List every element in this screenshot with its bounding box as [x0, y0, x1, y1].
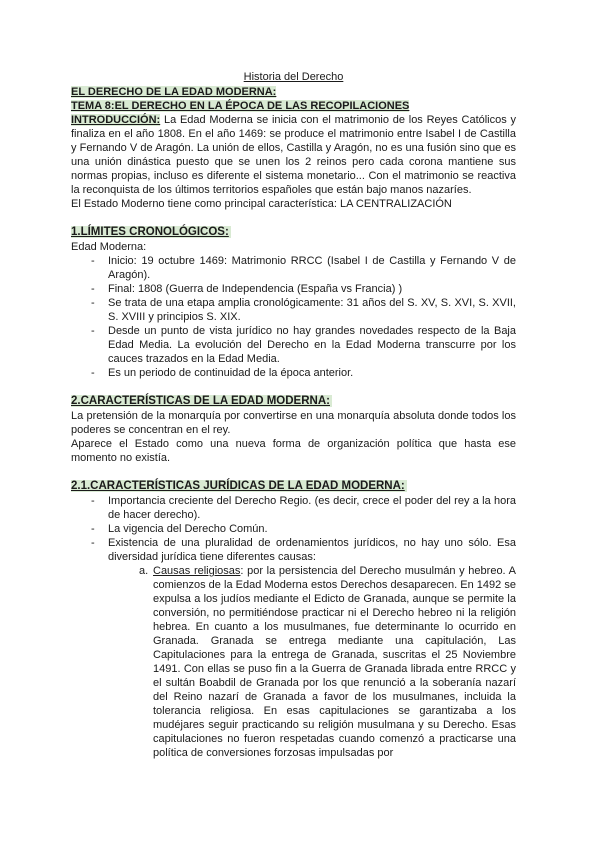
section21-heading: 2.1.CARACTERÍSTICAS JURÍDICAS DE LA EDAD MODERNA: — [71, 480, 405, 492]
intro-closing: El Estado Moderno tiene como principal característica: LA CENTRALIZACIÓN — [71, 198, 452, 210]
list-item: - Final: 1808 (Guerra de Independencia (España vs Francia) ) — [108, 282, 516, 296]
section2-paragraph-1: La pretensión de la monarquía por convertirse en una monarquía absoluta donde todos los poderes se concentran en el rey. — [71, 410, 516, 436]
list-item: - Importancia creciente del Derecho Regio. (es decir, crece el poder del rey a la hora de hacer derecho). — [108, 494, 516, 522]
topic-heading: TEMA 8:EL DERECHO EN LA ÉPOCA DE LAS RECOPILACIONES — [71, 100, 410, 112]
cause-item — [139, 564, 516, 760]
page-title: Historia del Derecho — [243, 71, 344, 83]
list-item: - La vigencia del Derecho Común. — [108, 522, 516, 536]
cause-marker: a. — [139, 565, 149, 577]
cause-text: : por la persistencia del Derecho musulmán y hebreo. A comienzos de la Edad Moderna estos Derechos desaparecen. En 1492 se expulsa a los judíos mediante el Edicto de Granada, aunque se permite la conversión, no permitiéndose practicar ni el Derecho hebreo ni la religión hebrea. En cuanto a los musulmanes, fue determinante lo ocurrido en Granada. Granada se entrega mediante una capitulación, Las Capitulaciones para la entrega de Granada, suscritas el 25 Noviembre 1491. Con ellas se puso fin a la Guerra de Granada librada entre RRCC y el sultán Boabdil de Granada por los que renunció a la soberanía nazarí del Reino nazarí de Granada a favor de los musulmanes, incluida la tolerancia religiosa. En esas capitulaciones se garantizaba a los mudéjares seguir practicando su religión musulmana y su Derecho. Esas capitulaciones no fueron respetadas cuando comenzó a practicarse una política de conversiones forzosas impulsadas por — [153, 565, 516, 759]
main-heading: EL DERECHO DE LA EDAD MODERNA: — [71, 86, 277, 98]
section1-lead: Edad Moderna: — [71, 241, 147, 253]
list-item: - Es un periodo de continuidad de la época anterior. — [108, 366, 516, 380]
list-item: - Desde un punto de vista jurídico no hay grandes novedades respecto de la Baja Edad Media. La evolución del Derecho en la Edad Moderna transcurre por los cauces trazados en la Edad Media. — [108, 324, 516, 366]
list-item: - Inicio: 19 octubre 1469: Matrimonio RRCC (Isabel I de Castilla y Fernando V de Aragón). — [108, 254, 516, 282]
section21-list — [71, 494, 516, 760]
list-item: - Existencia de una pluralidad de ordenamientos jurídicos, no hay uno sólo. Esa diversidad jurídica tiene diferentes causas: a. Causas religiosas: por la persistencia del Derecho musulmán y hebreo. A comienzos de la Edad Moderna estos Derechos desaparecen. En 1492 se expulsa a los judíos mediante el Edicto de Granada, aunque se permite la conversión, no permitiéndose practicar ni el Derecho hebreo ni la religión hebrea. En cuanto a los musulmanes, fue determinante lo ocurrido en Granada. Granada se entrega mediante una capitulación, Las Capitulaciones para la entrega de Granada, suscritas el 25 Noviembre 1491. Con ellas se puso fin a la Guerra de Granada librada entre RRCC y el sultán Boabdil de Granada por los que renunció a la soberanía nazarí del Reino nazarí de Granada a favor de los musulmanes, incluida la tolerancia religiosa. En esas capitulaciones se garantizaba a los mudéjares seguir practicando su religión musulmana y su Derecho. Esas capitulaciones no fueron respetadas cuando comenzó a practicarse una política de conversiones forzosas impulsadas por — [108, 536, 516, 760]
section2-heading: 2.CARACTERÍSTICAS DE LA EDAD MODERNA: — [71, 395, 330, 407]
intro-text: La Edad Moderna se inicia con el matrimonio de los Reyes Católicos y finaliza en el año 1808. En el año 1469: se produce el matrimonio entre Isabel I de Castilla y Fernando V de Aragón. La unión de ellos, Castilla y Aragón, no es una fusión sino que es una unión dinástica puesto que se unen los 2 reinos pero cada corona mantiene sus normas propias, incluso es diferente el sistema monetario... Con el matrimonio se reactiva la reconquista de los últimos territorios españoles que están bajo manos nazaríes. — [71, 114, 516, 196]
intro-label: INTRODUCCIÓN: — [71, 114, 161, 126]
section1-list — [71, 254, 516, 380]
list-item: - Se trata de una etapa amplia cronológicamente: 31 años del S. XV, S. XVI, S. XVII, S. XVIII y principios S. XIX. — [108, 296, 516, 324]
cause-label: Causas religiosas — [153, 565, 241, 577]
causes-list — [108, 564, 516, 760]
intro-paragraph — [71, 113, 516, 197]
section2-paragraph-2: Aparece el Estado como una nueva forma de organización política que hasta ese momento no existía. — [71, 438, 516, 464]
section1-heading: 1.LÍMITES CRONOLÓGICOS: — [71, 226, 229, 238]
